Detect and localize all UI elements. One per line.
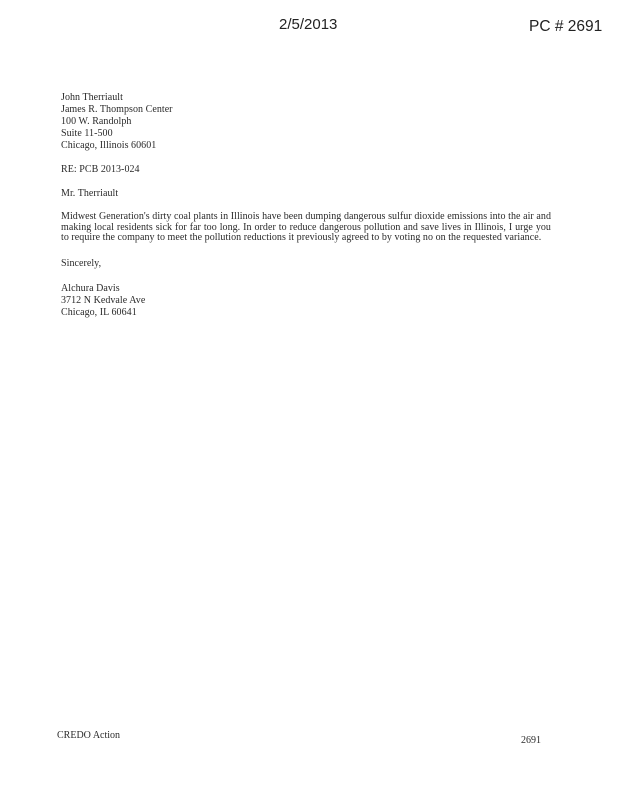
letter-body [61, 92, 551, 319]
sender-name: Alchura Davis [61, 282, 120, 294]
recipient-city: Chicago, Illinois 60601 [61, 140, 157, 151]
footer-page-number: 2691 [521, 735, 541, 746]
signature-block [61, 283, 551, 319]
public-comment-number: PC # 2691 [529, 18, 603, 35]
closing: Sincerely, [61, 257, 102, 269]
recipient-org: James R. Thompson Center [61, 104, 173, 115]
recipient-suite: Suite 11-500 [61, 128, 113, 139]
recipient-street: 100 W. Randolph [61, 116, 132, 127]
recipient-name: John Therriault [61, 92, 123, 103]
letter-paragraph: Midwest Generation's dirty coal plants in Illinois have been dumping dangerous sulfur dioxide emissions into the air and making local residents sick for far too long. In order to reduce dangerous pollution and save lives in Illinois, I urge you to require the company to meet the pollution reductions it previously agreed to by voting no on the requested variance. [61, 211, 551, 243]
sender-city: Chicago, IL 60641 [61, 306, 137, 318]
sender-street: 3712 N Kedvale Ave [61, 294, 146, 306]
re-line: RE: PCB 2013-024 [61, 164, 140, 175]
recipient-address [61, 92, 551, 152]
salutation: Mr. Therriault [61, 188, 119, 199]
footer-organization: CREDO Action [57, 730, 121, 741]
header-date: 2/5/2013 [279, 16, 338, 33]
